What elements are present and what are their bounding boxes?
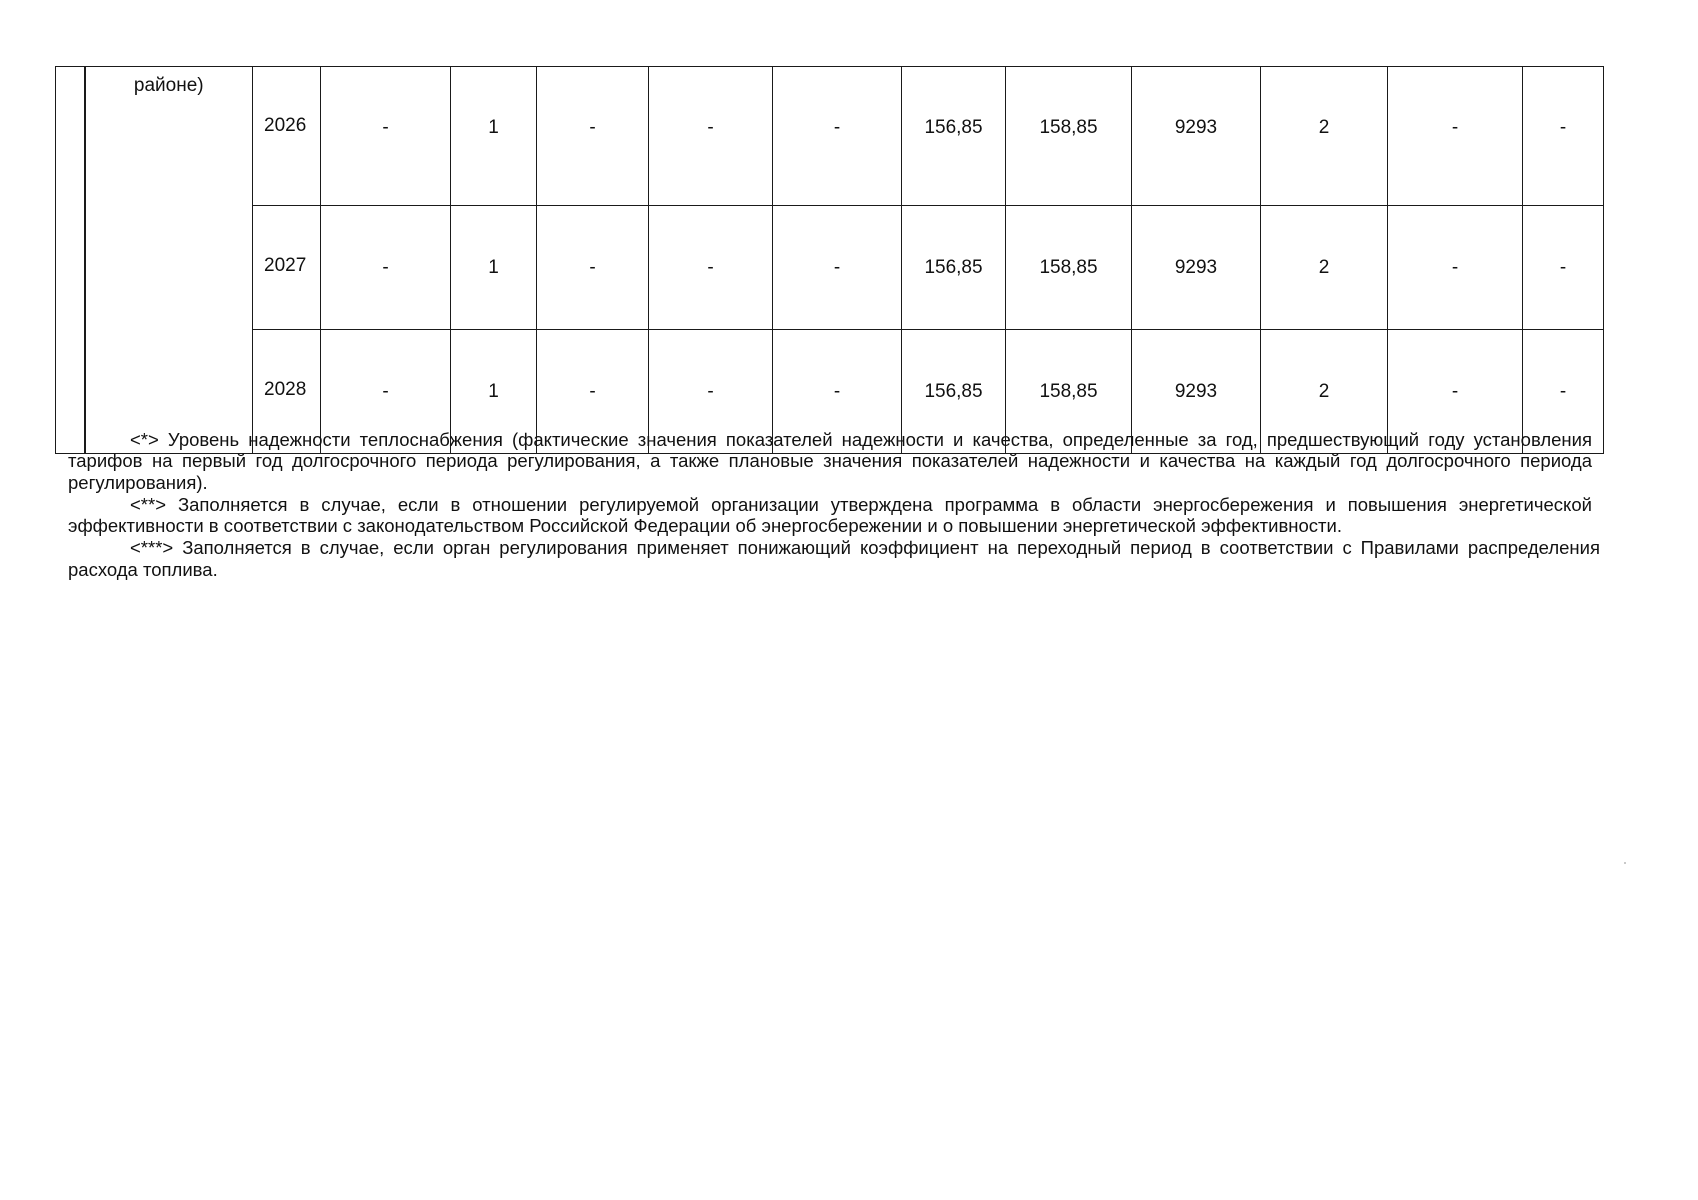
table-cell: 156,85 xyxy=(902,330,1006,454)
footnote-energy-saving: <**> Заполняется в случае, если в отношении регулируемой организации утверждена программа в области энергосбережения и повышения энергетической эффективности в соответствии с законодательством Российской Федерации об энергосбережении и о повышении энергетической эффективности. xyxy=(68,493,1592,537)
table-cell: - xyxy=(1523,206,1604,330)
table-cell: - xyxy=(1523,330,1604,454)
data-table xyxy=(55,66,1604,454)
table-cell: 9293 xyxy=(1132,206,1261,330)
year-cell: 2027 xyxy=(253,206,321,330)
table-cell: - xyxy=(321,206,451,330)
footnotes xyxy=(68,429,1600,581)
table-cell: - xyxy=(537,330,649,454)
table-cell: 9293 xyxy=(1132,67,1261,206)
table-cell: 158,85 xyxy=(1006,206,1132,330)
table-cell: 1 xyxy=(451,330,537,454)
table-cell: - xyxy=(773,206,902,330)
table-cell: - xyxy=(1388,330,1523,454)
table-cell: - xyxy=(1388,206,1523,330)
scan-speck xyxy=(1624,862,1626,864)
table-cell: 158,85 xyxy=(1006,67,1132,206)
table-cell: - xyxy=(773,67,902,206)
table-row xyxy=(56,67,1604,206)
footnote-reliability: <*> Уровень надежности теплоснабжения (фактические значения показателей надежности и качества, определенные за год, предшествующий году установления тарифов на первый год долгосрочного периода регулирования, а также плановые значения показателей надежности и качества на каждый год долгосрочного периода регулирования). xyxy=(68,429,1592,493)
table-cell: 2 xyxy=(1261,67,1388,206)
table-cell: - xyxy=(649,330,773,454)
table-cell: 1 xyxy=(451,206,537,330)
table-cell: - xyxy=(321,330,451,454)
row-number-cell xyxy=(56,67,85,454)
table-cell: - xyxy=(537,67,649,206)
table-cell: - xyxy=(773,330,902,454)
table-cell: 1 xyxy=(451,67,537,206)
table-cell: 2 xyxy=(1261,206,1388,330)
table-cell: 156,85 xyxy=(902,67,1006,206)
table-cell: 156,85 xyxy=(902,206,1006,330)
table-cell: - xyxy=(649,67,773,206)
table-cell: - xyxy=(1388,67,1523,206)
year-cell: 2028 xyxy=(253,330,321,454)
footnote-reduction-coefficient: <***> Заполняется в случае, если орган регулирования применяет понижающий коэффициент на переходный период в соответствии с Правилами распределения расхода топлива. xyxy=(68,537,1600,580)
table-cell: - xyxy=(649,206,773,330)
table-cell: 2 xyxy=(1261,330,1388,454)
table-cell: 158,85 xyxy=(1006,330,1132,454)
year-cell: 2026 xyxy=(253,67,321,206)
table-cell: - xyxy=(537,206,649,330)
table-cell: 9293 xyxy=(1132,330,1261,454)
table-cell: - xyxy=(1523,67,1604,206)
table-cell: - xyxy=(321,67,451,206)
table-row xyxy=(56,206,1604,330)
organization-label-cell: районе) xyxy=(85,67,253,454)
